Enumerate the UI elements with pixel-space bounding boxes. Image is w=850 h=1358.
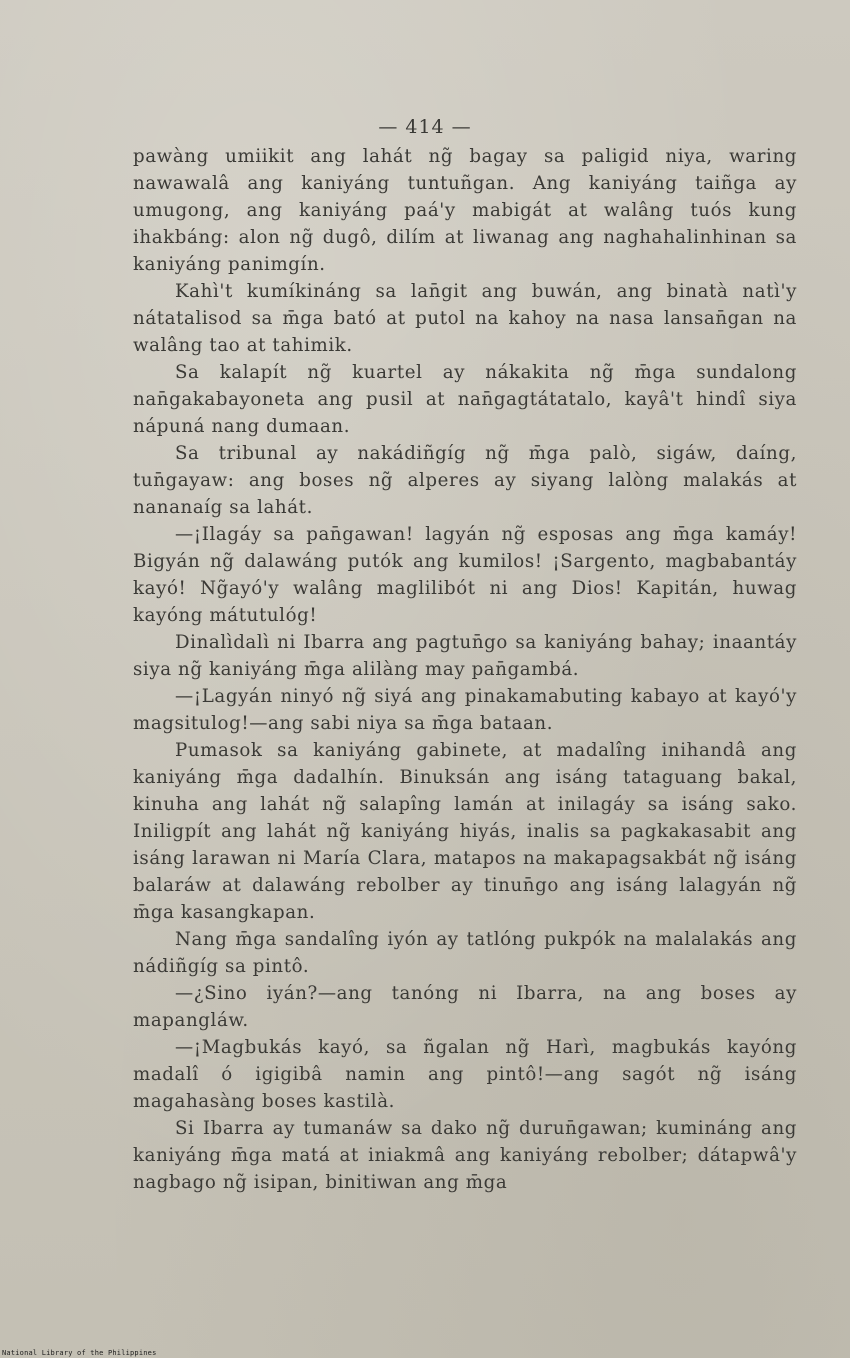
paragraph: —¡Ilagáy sa pan̄gawan! lagyán ng̃ esposas ang m̄ga kamáy! Bigyán ng̃ dalawáng putók ang kumilos! ¡Sargento, magbabantáy kayó! Ng̃ayó'y walâng maglilibót ni ang Dios! Kapitán, huwag kayóng mátutulóg!: [133, 524, 797, 626]
paragraph: Kahì't kumíkináng sa lan̄git ang buwán, ang binatà natì'y nátatalisod sa m̄ga bató at putol na kahoy na nasa lansan̄gan na walâng tao at tahimik.: [133, 281, 797, 356]
body-text: [133, 143, 797, 1196]
paragraph: —¿Sino iyán?—ang tanóng ni Ibarra, na ang boses ay mapangláw.: [133, 983, 797, 1031]
paragraph: Sa tribunal ay nakádiñgíg ng̃ m̄ga palò, sigáw, daíng, tun̄gayaw: ang boses ng̃ alperes ay siyang lalòng malakás at nananaíg sa lahát.: [133, 443, 797, 518]
library-credit: National Library of the Philippines: [2, 1349, 157, 1357]
paragraph: —¡Magbukás kayó, sa ñgalan ng̃ Harì, magbukás kayóng madalî ó igigibâ namin ang pintô!—ang sagót ng̃ isáng magahasàng boses kastilà.: [133, 1037, 797, 1112]
paragraph: Pumasok sa kaniyáng gabinete, at madalîng inihandâ ang kaniyáng m̄ga dadalhín. Binuksán ang isáng tataguang bakal, kinuha ang lahát ng̃ salapîng lamán at inilagáy sa isáng sako. Iniligpít ang lahát ng̃ kaniyáng hiyás, inalis sa pagkakasabit ang isáng larawan ni María Clara, matapos na makapagsakbát ng̃ isáng balaráw at dalawáng rebolber ay tinun̄go ang isáng lalagyán ng̃ m̄ga kasangkapan.: [133, 740, 797, 923]
paragraph: Sa kalapít ng̃ kuartel ay nákakita ng̃ m̄ga sundalong nan̄gakabayoneta ang pusil at nan̄gagtátatalo, kayâ't hindî siya nápuná nang dumaan.: [133, 362, 797, 437]
paragraph: Nang m̄ga sandalîng iyón ay tatlóng pukpók na malalakás ang nádiñgíg sa pintô.: [133, 929, 797, 977]
paragraph: —¡Lagyán ninyó ng̃ siyá ang pinakamabuting kabayo at kayó'y magsitulog!—ang sabi niya sa m̄ga bataan.: [133, 686, 797, 734]
paragraph: Dinalìdalì ni Ibarra ang pagtun̄go sa kaniyáng bahay; inaantáy siya ng̃ kaniyáng m̄ga alilàng may pan̄gambá.: [133, 632, 797, 680]
paragraph-continued: pawàng umiikit ang lahát ng̃ bagay sa paligid niya, waring nawawalâ ang kaniyáng tuntuñgan. Ang kaniyáng taiñga ay umugong, ang kaniyáng paá'y mabigát at walâng tuós kung ihakbáng: alon ng̃ dugô, dilím at liwanag ang naghahalinhinan sa kaniyáng panimgín.: [133, 146, 797, 275]
page-number: — 414 —: [378, 116, 472, 138]
paragraph: Si Ibarra ay tumanáw sa dako ng̃ durun̄gawan; kumináng ang kaniyáng m̄ga matá at iniakmâ ang kaniyáng rebolber; dátapwâ'y nagbago ng̃ isipan, binitiwan ang m̄ga: [133, 1118, 797, 1193]
